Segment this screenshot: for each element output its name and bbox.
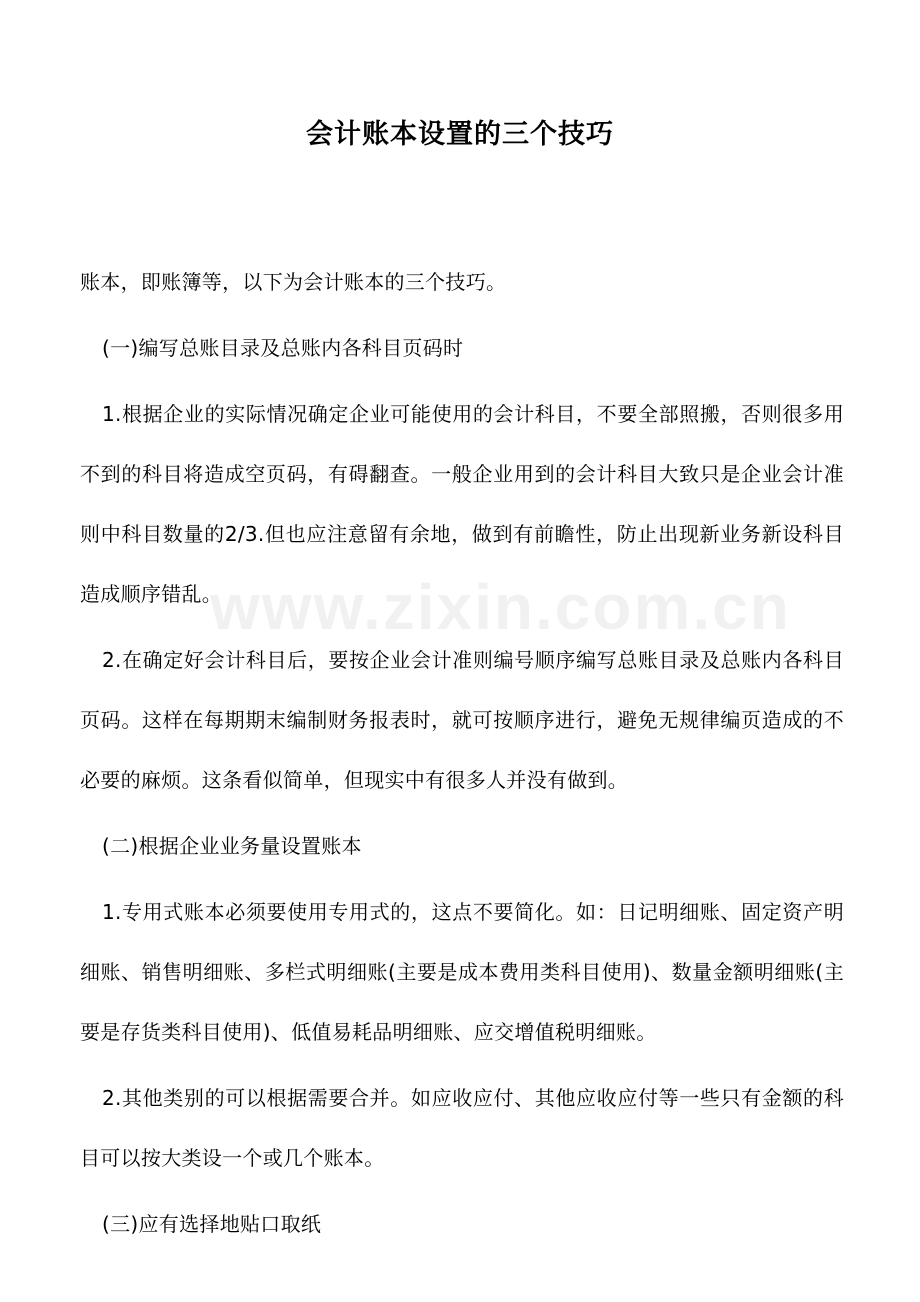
section-heading-3: (三)应有选择地贴口取纸 bbox=[102, 1212, 322, 1236]
paragraph-1-2: 2.在确定好会计科目后，要按企业会计准则编号顺序编写总账目录及总账内各科目页码。这样在每期期末编制财务报表时，就可按顺序进行，避免无规律编页造成的不必要的麻烦。这条看似简单，但现实中有很多人并没有做到。 bbox=[80, 648, 844, 792]
document-body bbox=[80, 252, 844, 1260]
paragraph-intro: 账本，即账簿等，以下为会计账本的三个技巧。 bbox=[80, 270, 507, 294]
watermark: www.zixin.com.cn bbox=[210, 571, 791, 643]
section-heading-2: (二)根据企业业务量设置账本 bbox=[102, 834, 362, 858]
document-title: 会计账本设置的三个技巧 bbox=[306, 119, 614, 150]
paragraph-2-2: 2.其他类别的可以根据需要合并。如应收应付、其他应收应付等一些只有金额的科目可以按大类设一个或几个账本。 bbox=[80, 1086, 844, 1170]
paragraph-2-1: 1.专用式账本必须要使用专用式的，这点不要简化。如：日记明细账、固定资产明细账、销售明细账、多栏式明细账(主要是成本费用类科目使用)、数量金额明细账(主要是存货类科目使用)、低值易耗品明细账、应交增值税明细账。 bbox=[80, 900, 844, 1044]
section-heading-1: (一)编写总账目录及总账内各科目页码时 bbox=[102, 336, 464, 360]
paragraph-1-1: 1.根据企业的实际情况确定企业可能使用的会计科目，不要全部照搬，否则很多用不到的科目将造成空页码，有碍翻查。一般企业用到的会计科目大致只是企业会计准则中科目数量的2/3.但也应注意留有余地，做到有前瞻性，防止出现新业务新设科目造成顺序错乱。 bbox=[80, 402, 844, 606]
